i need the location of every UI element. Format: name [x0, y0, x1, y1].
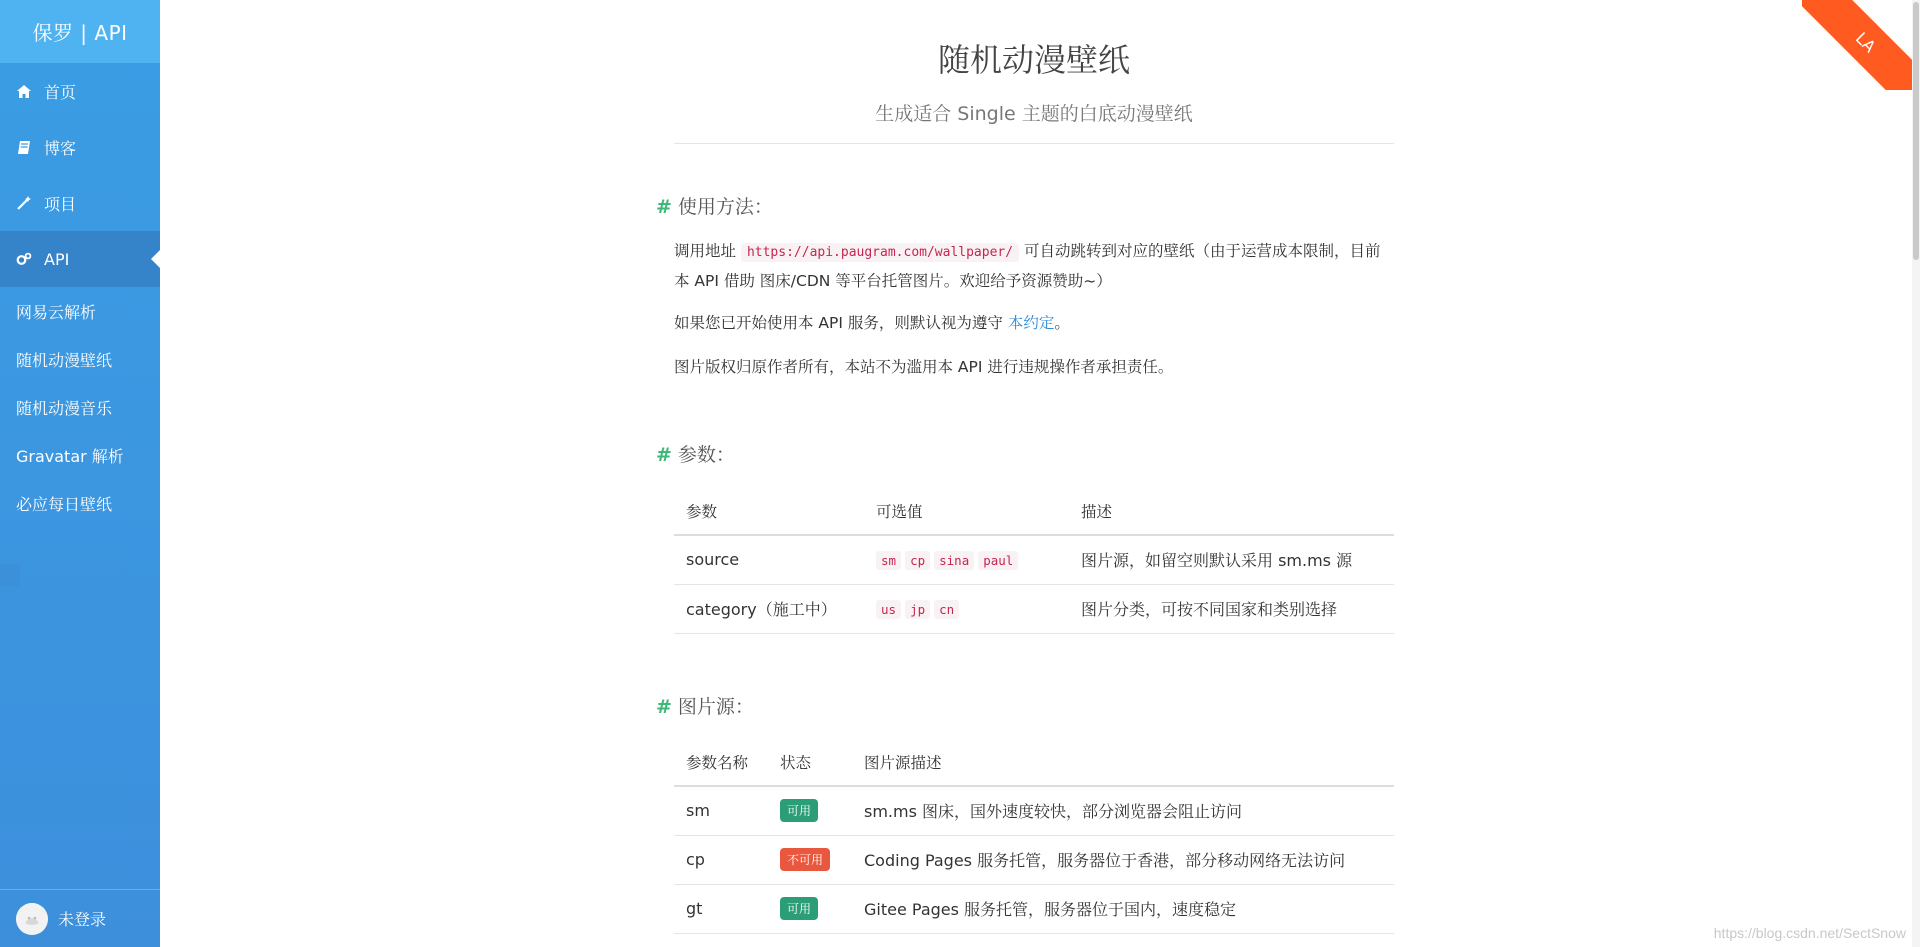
source-name: cp	[674, 835, 768, 884]
table-row	[674, 884, 1394, 933]
sidebar-item-netease[interactable]: 网易云解析	[16, 302, 97, 322]
ribbon-label: LA	[1852, 28, 1880, 56]
home-icon	[16, 83, 32, 99]
sidebar-item-random-music[interactable]: 随机动漫音乐	[16, 398, 113, 418]
sources-table	[674, 738, 1394, 934]
watermark: https://blog.csdn.net/SectSnow	[1713, 925, 1906, 941]
hash-icon: #	[656, 444, 672, 466]
usage-paragraph-1: 调用地址 https://api.paugram.com/wallpaper/ 可自动跳转到对应的壁纸（由于运营成本限制，目前本 API 借助 图床/CDN 等平台托管图片。欢迎给予资源赞助~）	[674, 242, 1381, 290]
value-tag: sina	[934, 551, 974, 570]
table-header-cell: 参数	[674, 487, 864, 535]
nav-item-label: 博客	[44, 138, 77, 158]
table-header-cell: 状态	[768, 738, 852, 786]
value-tag: sm	[876, 551, 901, 570]
table-header-cell: 可选值	[864, 487, 1069, 535]
nav-item-label: 项目	[44, 194, 77, 214]
table-row	[674, 584, 1394, 633]
param-values	[864, 584, 1069, 633]
source-name: gt	[674, 884, 768, 933]
table-header-row	[674, 738, 1394, 786]
section-title-sources: # 图片源：	[656, 696, 754, 718]
corner-ribbon[interactable]	[1802, 0, 1912, 90]
status-badge: 可用	[780, 799, 818, 822]
user-bar[interactable]	[0, 889, 160, 947]
usage-paragraph-3: 图片版权归原作者所有，本站不为滥用本 API 进行违规操作者承担责任。	[674, 358, 1174, 376]
nav-item-label: API	[44, 249, 70, 269]
nav-item-blog[interactable]	[0, 119, 160, 175]
source-name: sm	[674, 786, 768, 835]
value-tag: cp	[905, 551, 930, 570]
hash-icon: #	[656, 196, 672, 218]
sidebar-item-random-wallpaper[interactable]: 随机动漫壁纸	[16, 350, 113, 370]
param-name: source	[674, 535, 864, 584]
sidebar-item-gravatar[interactable]: Gravatar 解析	[16, 446, 124, 466]
section-title-params: # 参数：	[656, 444, 735, 466]
value-tag: us	[876, 600, 901, 619]
page-subtitle: 生成适合 Single 主题的白底动漫壁纸	[875, 103, 1193, 125]
nav-item-projects[interactable]	[0, 175, 160, 231]
status-badge: 可用	[780, 897, 818, 920]
value-tag: paul	[978, 551, 1018, 570]
terms-link[interactable]: 本约定	[1007, 314, 1055, 332]
scrollbar[interactable]	[1912, 0, 1920, 947]
param-desc: 图片分类，可按不同国家和类别选择	[1069, 584, 1394, 633]
gears-icon	[16, 251, 32, 267]
value-tag: cn	[934, 600, 959, 619]
table-row	[674, 786, 1394, 835]
book-icon	[16, 139, 32, 155]
scrollbar-thumb[interactable]	[1913, 2, 1919, 260]
table-header-cell: 参数名称	[674, 738, 768, 786]
nav-item-home[interactable]	[0, 63, 160, 119]
main-content	[160, 0, 1912, 947]
nav-item-label: 首页	[44, 82, 77, 102]
sidebar	[0, 0, 160, 947]
table-header-cell: 图片源描述	[852, 738, 1394, 786]
param-values	[864, 535, 1069, 584]
value-tag: jp	[905, 600, 930, 619]
table-row	[674, 535, 1394, 584]
source-desc: Coding Pages 服务托管，服务器位于香港，部分移动网络无法访问	[852, 835, 1394, 884]
nav-item-api[interactable]	[0, 231, 160, 287]
brand-title[interactable]: 保罗 | API	[0, 0, 160, 63]
sidebar-item-bing-wallpaper[interactable]: 必应每日壁纸	[16, 494, 113, 514]
params-table	[674, 487, 1394, 634]
section-title-usage: # 使用方法：	[656, 196, 773, 218]
sidebar-toggle-tab[interactable]	[0, 564, 20, 586]
source-desc: Gitee Pages 服务托管，服务器位于国内，速度稳定	[852, 884, 1394, 933]
status-badge: 不可用	[780, 848, 830, 871]
table-header-row	[674, 487, 1394, 535]
page-header	[674, 0, 1394, 144]
user-label: 未登录	[58, 910, 107, 929]
page-title: 随机动漫壁纸	[937, 41, 1130, 79]
source-desc: sm.ms 图床，国外速度较快，部分浏览器会阻止访问	[852, 786, 1394, 835]
table-row	[674, 835, 1394, 884]
magic-wand-icon	[16, 195, 32, 211]
param-name: category（施工中）	[674, 584, 864, 633]
api-url[interactable]: https://api.paugram.com/wallpaper/	[741, 243, 1019, 262]
header-divider	[674, 143, 1394, 144]
param-desc: 图片源，如留空则默认采用 sm.ms 源	[1069, 535, 1394, 584]
hash-icon: #	[656, 696, 672, 718]
table-header-cell: 描述	[1069, 487, 1394, 535]
usage-paragraph-2: 如果您已开始使用本 API 服务，则默认视为遵守 本约定。	[674, 314, 1070, 332]
avatar	[16, 903, 48, 935]
